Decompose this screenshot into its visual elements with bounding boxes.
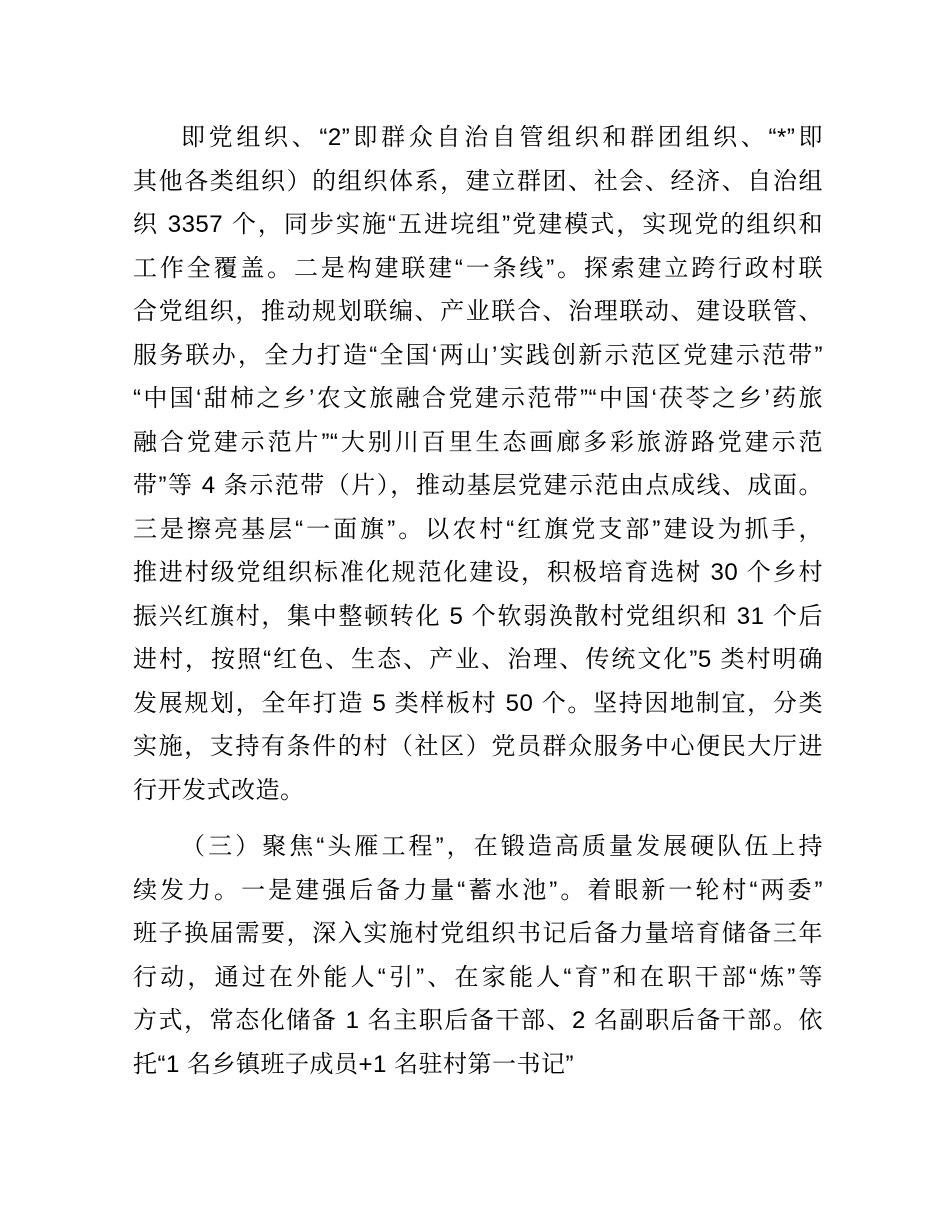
text-line: 织 3357 个，同步实施“五进垸组”党建模式，实现党的组织和 (133, 211, 823, 238)
text-line: 其他各类组织）的组织体系，建立群团、社会、经济、自治组 (133, 167, 823, 195)
text-line: 振兴红旗村，集中整顿转化 5 个软弱涣散村党组织和 31 个后 (133, 602, 823, 630)
text-line: 推进村级党组织标准化规范化建设，积极培育选树 30 个乡村 (133, 559, 823, 586)
text-line: 合党组织，推动规划联编、产业联合、治理联动、建设联管、 (133, 298, 823, 325)
document-body (133, 116, 823, 1086)
paragraph-1 (133, 116, 823, 812)
text-line: 行开发式改造。 (133, 776, 305, 804)
text-line: （三）聚焦“头雁工程”，在锻造高质量发展硬队伍上持 (181, 833, 823, 860)
text-line: 服务联办，全力打造“全国‘两山’实践创新示范区党建示范带” (133, 341, 823, 369)
text-line: “中国‘甜柿之乡’农文旅融合党建示范带”“中国‘茯苓之乡’药旅 (133, 385, 823, 412)
text-line: 工作全覆盖。二是构建联建“一条线”。探索建立跨行政村联 (133, 254, 823, 282)
text-line: 方式，常态化储备 1 名主职后备干部、2 名副职后备干部。依 (133, 1007, 823, 1034)
text-line: 进村，按照“红色、生态、产业、治理、传统文化”5 类村明确 (133, 646, 823, 673)
text-line: 带”等 4 条示范带（片），推动基层党建示范由点成线、成面。 (133, 472, 823, 499)
text-line: 班子换届需要，深入实施村党组织书记后备力量培育储备三年 (133, 920, 823, 947)
paragraph-2 (133, 825, 823, 1086)
text-line: 融合党建示范片”“大别川百里生态画廊多彩旅游路党建示范 (133, 428, 823, 456)
text-line: 即党组织、“2”即群众自治自管组织和群团组织、“*”即 (181, 124, 823, 151)
text-line: 行动，通过在外能人“引”、在家能人“育”和在职干部“炼”等 (133, 963, 823, 991)
text-line: 续发力。一是建强后备力量“蓄水池”。着眼新一轮村“两委” (133, 876, 823, 904)
text-line: 三是擦亮基层“一面旗”。以农村“红旗党支部”建设为抓手， (133, 515, 823, 543)
text-line: 托“1 名乡镇班子成员+1 名驻村第一书记” (133, 1050, 575, 1078)
text-line: 发展规划，全年打造 5 类样板村 50 个。坚持因地制宜，分类 (133, 689, 823, 717)
text-line: 实施，支持有条件的村（社区）党员群众服务中心便民大厅进 (133, 733, 823, 760)
